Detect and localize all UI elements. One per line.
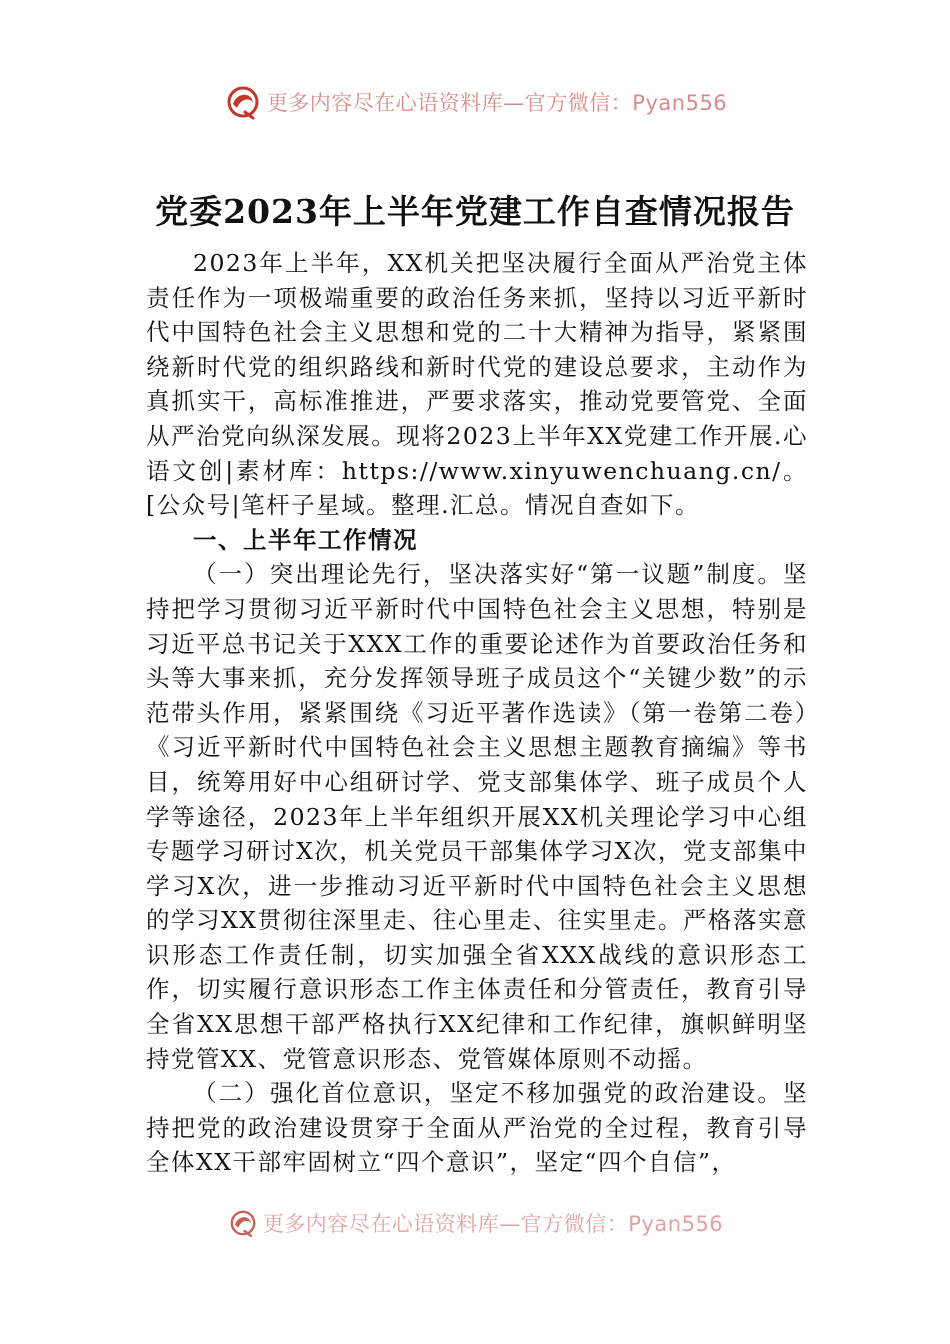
watermark-text: 更多内容尽在心语资料库—官方微信：Pyan556 xyxy=(262,1212,724,1236)
body-paragraph-1: （一）突出理论先行，坚决落实好“第一议题”制度。坚持把学习贯彻习近平新时代中国特色社会主义思想，特别是习近平总书记关于XXX工作的重要论述作为首要政治任务和头等大事来抓，充分发挥领导班子成员这个“关键少数”的示范带头作用，紧紧围绕《习近平著作选读》（第一卷第二卷）《习近平新时代中国特色社会主义思想主题教育摘编》等书目，统筹用好中心组研讨学、党支部集体学、班子成员个人学等途径，2023年上半年组织开展XX机关理论学习中心组专题学习研讨X次，机关党员干部集体学习X次，党支部集中学习X次，进一步推动习近平新时代中国特色社会主义思想的学习XX贯彻往深里走、往心里走、往实里走。严格落实意识形态工作责任制，切实加强全省XXX战线的意识形态工作，切实履行意识形态工作主体责任和分管责任，教育引导全省XX思想干部严格执行XX纪律和工作纪律，旗帜鲜明坚持党管XX、党管意识形态、党管媒体原则不动摇。 xyxy=(146,560,808,1073)
document-body xyxy=(146,246,808,1180)
watermark-footer xyxy=(0,1206,950,1240)
watermark-text: 更多内容尽在心语资料库—官方微信：Pyan556 xyxy=(266,91,728,115)
body-paragraph-2: （二）强化首位意识，坚定不移加强党的政治建设。坚持把党的政治建设贯穿于全面从严治党的全过程，教育引导全体XX干部牢固树立“四个意识”，坚定“四个自信”， xyxy=(146,1079,808,1177)
document-title: 党委2023年上半年党建工作自查情况报告 xyxy=(155,192,795,231)
swirl-logo-icon xyxy=(227,1207,259,1239)
intro-paragraph: 2023年上半年，XX机关把坚决履行全面从严治党主体责任作为一项极端重要的政治任务来抓，坚持以习近平新时代中国特色社会主义思想和党的二十大精神为指导，紧紧围绕新时代党的组织路线和新时代党的建设总要求，主动作为真抓实干，高标准推进，严要求落实，推动党要管党、全面从严治党向纵深发展。现将2023上半年XX党建工作开展.心语文创|素材库：https://www.xinyuwenchuang.cn/。[公众号|笔杆子星域。整理.汇总。情况自查如下。 xyxy=(146,249,808,520)
section-heading: 一、上半年工作情况 xyxy=(193,525,418,554)
